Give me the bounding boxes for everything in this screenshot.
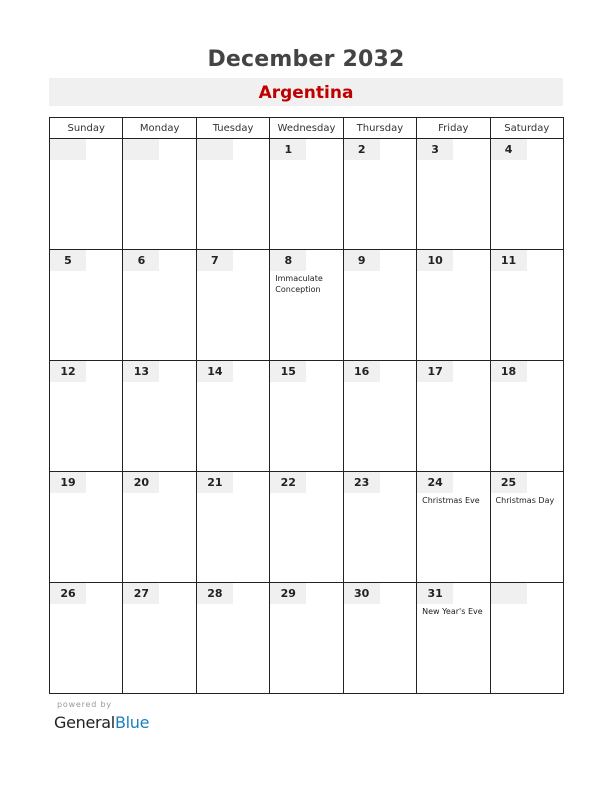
day-number: 30 [344, 583, 380, 604]
day-number: 24 [417, 472, 453, 493]
day-cell [50, 583, 123, 694]
day-cell [490, 250, 563, 361]
day-cell [343, 139, 416, 250]
day-number: 19 [50, 472, 86, 493]
calendar-title: December 2032 [207, 47, 405, 72]
weekday-wednesday: Wednesday [270, 118, 343, 139]
day-number: 26 [50, 583, 86, 604]
day-cell [50, 250, 123, 361]
day-number: 27 [123, 583, 159, 604]
weekday-friday: Friday [417, 118, 490, 139]
day-number: 2 [344, 139, 380, 160]
day-cell [196, 583, 269, 694]
week-row [50, 139, 564, 250]
day-cell [417, 583, 490, 694]
day-cell [270, 361, 343, 472]
day-cell [417, 361, 490, 472]
holiday-label: New Year's Eve [422, 607, 483, 616]
day-cell [270, 583, 343, 694]
day-cell [490, 583, 563, 694]
day-number: 15 [270, 361, 306, 382]
brand-general: General [54, 713, 115, 732]
day-cell [417, 472, 490, 583]
day-cell [196, 361, 269, 472]
day-number: 31 [417, 583, 453, 604]
day-number: 16 [344, 361, 380, 382]
generalblue-logo[interactable] [54, 713, 149, 732]
day-number: 5 [50, 250, 86, 271]
weekday-sunday: Sunday [50, 118, 123, 139]
day-cell [196, 250, 269, 361]
day-cell [417, 250, 490, 361]
day-number: 22 [270, 472, 306, 493]
holiday-label: Christmas Day [495, 496, 555, 505]
day-cell [343, 583, 416, 694]
day-cell [123, 583, 196, 694]
day-number: 7 [197, 250, 233, 271]
country-name: Argentina [258, 83, 354, 103]
day-number: 3 [417, 139, 453, 160]
day-cell [270, 472, 343, 583]
day-cell [417, 139, 490, 250]
day-number: 12 [50, 361, 86, 382]
holiday-label: Christmas Eve [422, 496, 480, 505]
day-cell [343, 361, 416, 472]
day-number: 8 [270, 250, 306, 271]
week-row [50, 583, 564, 694]
day-cell [490, 361, 563, 472]
day-number: 10 [417, 250, 453, 271]
week-row [50, 250, 564, 361]
weekday-monday: Monday [123, 118, 196, 139]
powered-by-text: powered by [57, 700, 112, 709]
day-number: 14 [197, 361, 233, 382]
day-number [197, 139, 233, 160]
day-cell [123, 472, 196, 583]
day-number: 6 [123, 250, 159, 271]
day-number: 20 [123, 472, 159, 493]
day-number [50, 139, 86, 160]
brand-blue: Blue [114, 713, 150, 732]
day-number: 4 [491, 139, 527, 160]
day-cell [490, 139, 563, 250]
weekday-saturday: Saturday [490, 118, 563, 139]
day-number: 25 [491, 472, 527, 493]
day-number: 28 [197, 583, 233, 604]
day-number: 9 [344, 250, 380, 271]
week-row [50, 472, 564, 583]
weekday-tuesday: Tuesday [196, 118, 269, 139]
day-cell [196, 472, 269, 583]
calendar-grid [49, 117, 564, 694]
day-number: 11 [491, 250, 527, 271]
day-number: 13 [123, 361, 159, 382]
day-number: 29 [270, 583, 306, 604]
day-cell [50, 139, 123, 250]
day-number: 17 [417, 361, 453, 382]
day-cell [50, 361, 123, 472]
day-cell [123, 139, 196, 250]
day-cell [270, 250, 343, 361]
week-row [50, 361, 564, 472]
day-cell [343, 472, 416, 583]
day-cell [490, 472, 563, 583]
day-number [123, 139, 159, 160]
day-cell [196, 139, 269, 250]
day-cell [50, 472, 123, 583]
day-number: 18 [491, 361, 527, 382]
day-number: 23 [344, 472, 380, 493]
day-cell [270, 139, 343, 250]
day-number: 1 [270, 139, 306, 160]
country-banner [49, 78, 563, 106]
weekday-thursday: Thursday [343, 118, 416, 139]
day-cell [343, 250, 416, 361]
day-number [491, 583, 527, 604]
day-cell [123, 250, 196, 361]
day-cell [123, 361, 196, 472]
day-number: 21 [197, 472, 233, 493]
weekday-header-row [50, 118, 564, 139]
holiday-label: Immaculate Conception [275, 274, 323, 294]
